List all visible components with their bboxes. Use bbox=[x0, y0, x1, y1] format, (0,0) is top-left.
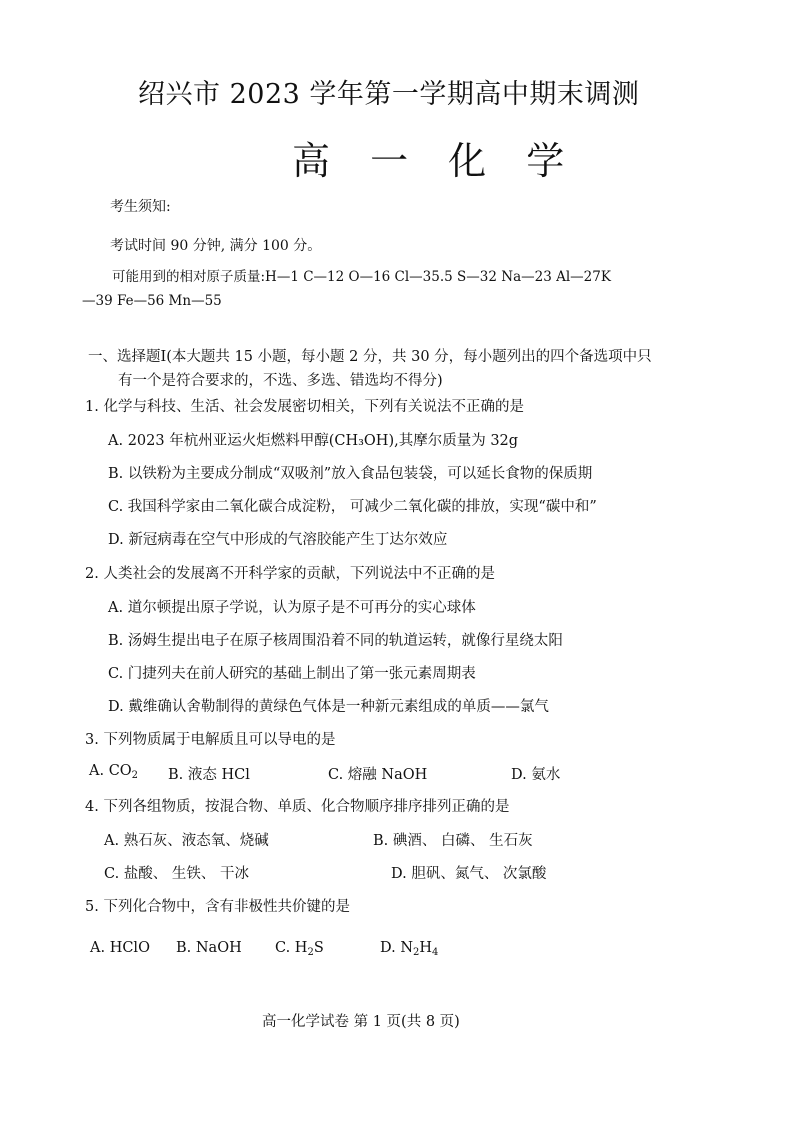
option-d-text: D. N bbox=[380, 940, 414, 956]
option-b: B. 碘酒、 白磷、 生石灰 bbox=[373, 833, 533, 849]
option-a: A. 2023 年杭州亚运火炬燃料甲醇(CH₃OH),其摩尔质量为 32g bbox=[108, 433, 519, 449]
option-c: C. 熔融 NaOH bbox=[328, 767, 428, 783]
option-c: C. 我国科学家由二氧化碳合成淀粉， 可减少二氧化碳的排放，实现“碳中和” bbox=[108, 499, 597, 515]
notice-mass-line1: 可能用到的相对原子质量:H—1 C—12 O—16 Cl—35.5 S—32 Na—23 Al—27K bbox=[112, 269, 611, 285]
question-stem: 5. 下列化合物中，含有非极性共价键的是 bbox=[85, 899, 350, 915]
section-heading-line1: 一、选择题Ⅰ(本大题共 15 小题，每小题 2 分，共 30 分，每小题列出的四个备选项中只 bbox=[88, 349, 652, 365]
option-d-subscript-1: 2 bbox=[413, 947, 420, 958]
subject-title: 高 一 化 学 bbox=[292, 139, 579, 183]
option-a-text: A. CO bbox=[89, 763, 132, 779]
option-c-suffix: S bbox=[313, 940, 324, 956]
question-stem: 4. 下列各组物质，按混合物、单质、化合物顺序排序排列正确的是 bbox=[85, 799, 510, 815]
option-d bbox=[380, 940, 438, 956]
option-d-mid: H bbox=[419, 940, 433, 956]
option-d: D. 胆矾、氮气、 次氯酸 bbox=[391, 866, 547, 882]
option-c: C. 门捷列夫在前人研究的基础上制出了第一张元素周期表 bbox=[108, 666, 476, 682]
option-c-subscript: 2 bbox=[307, 947, 314, 958]
option-c: C. 盐酸、 生铁、 干冰 bbox=[104, 866, 250, 882]
option-d: D. 戴维确认舍勒制得的黄绿色气体是一种新元素组成的单质——氯气 bbox=[108, 699, 549, 715]
option-d: D. 新冠病毒在空气中形成的气溶胶能产生丁达尔效应 bbox=[108, 532, 448, 548]
option-d: D. 氨水 bbox=[511, 767, 561, 783]
exam-title: 绍兴市 2023 学年第一学期高中期末调测 bbox=[138, 79, 640, 110]
page-footer: 高一化学试卷 第 1 页(共 8 页) bbox=[262, 1014, 460, 1030]
option-a bbox=[89, 763, 138, 779]
section-heading-line2: 有一个是符合要求的，不选、多选、错选均不得分) bbox=[118, 373, 443, 389]
notice-mass-line2: —39 Fe—56 Mn—55 bbox=[82, 293, 222, 309]
option-b: B. NaOH bbox=[176, 940, 242, 956]
option-a: A. HClO bbox=[90, 940, 150, 956]
option-b: B. 以铁粉为主要成分制成“双吸剂”放入食品包装袋，可以延长食物的保质期 bbox=[108, 466, 593, 482]
question-stem: 3. 下列物质属于电解质且可以导电的是 bbox=[85, 732, 336, 748]
question-stem: 1. 化学与科技、生活、社会发展密切相关，下列有关说法不正确的是 bbox=[85, 399, 524, 415]
option-a: A. 道尔顿提出原子学说，认为原子是不可再分的实心球体 bbox=[108, 600, 476, 616]
notice-heading: 考生须知: bbox=[110, 199, 171, 215]
option-a-subscript: 2 bbox=[131, 770, 139, 781]
notice-time: 考试时间 90 分钟, 满分 100 分。 bbox=[110, 238, 322, 254]
option-c bbox=[275, 940, 324, 956]
option-a: A. 熟石灰、液态氧、烧碱 bbox=[104, 833, 269, 849]
option-d-subscript-2: 4 bbox=[432, 947, 439, 958]
option-c-text: C. H bbox=[275, 940, 308, 956]
option-b: B. 液态 HCl bbox=[168, 767, 250, 783]
question-stem: 2. 人类社会的发展离不开科学家的贡献，下列说法中不正确的是 bbox=[85, 566, 495, 582]
option-b: B. 汤姆生提出电子在原子核周围沿着不同的轨道运转，就像行星绕太阳 bbox=[108, 633, 563, 649]
